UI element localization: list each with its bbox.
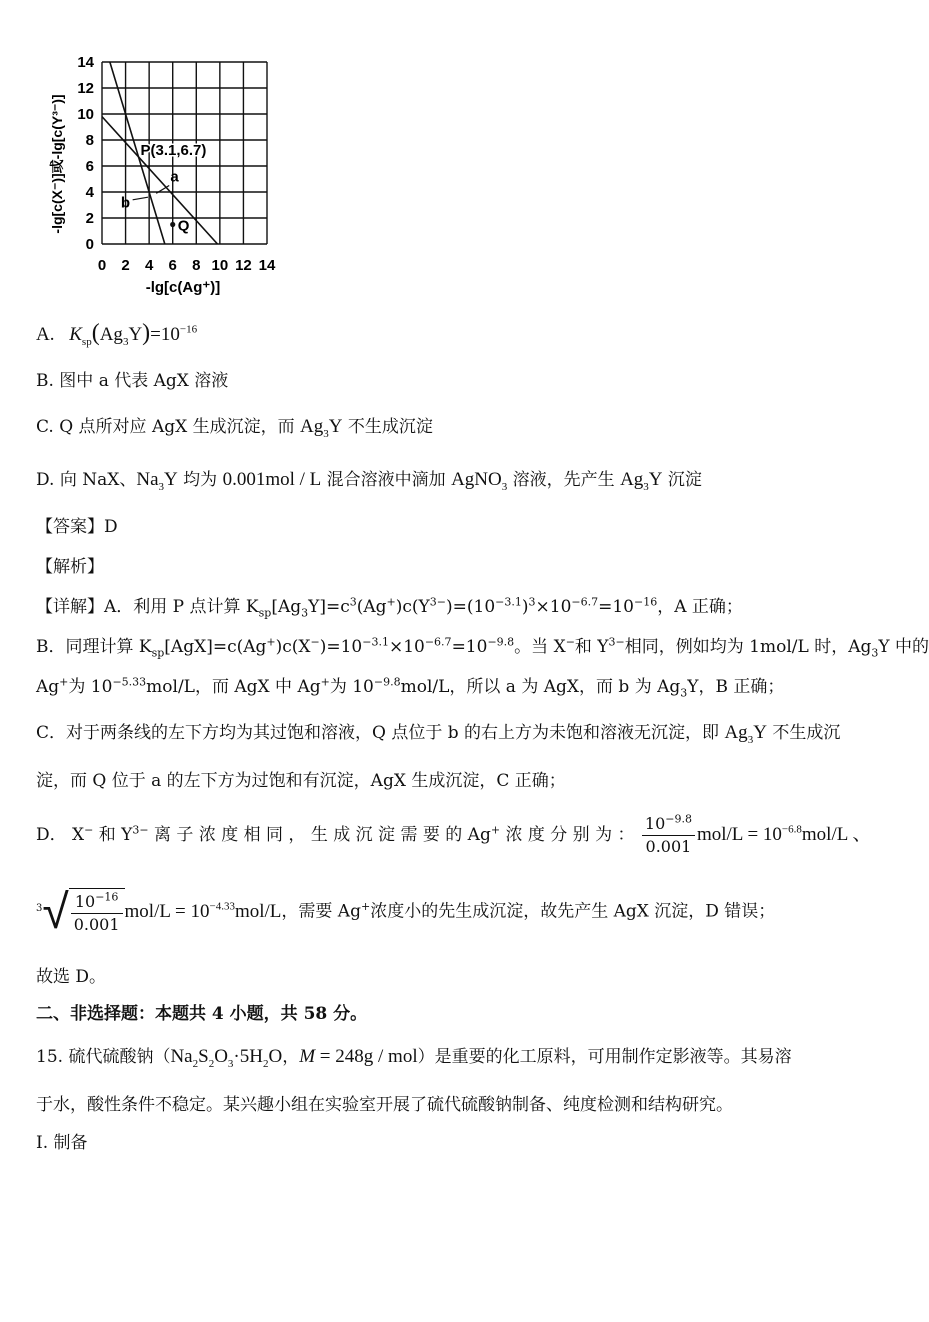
x-tick-label: 8 — [192, 257, 201, 274]
section-title: 二、非选择题：本题共 4 小题，共 58 分。 — [36, 1004, 368, 1024]
option-d: D. 向 NaX、$Na_3Y$ 均为 0.001mol / L 混合溶液中滴加 AgNO$_3$ 溶液，先产生 $Ag_3Y$ 沉淀 — [36, 469, 702, 493]
analysis-label: 【解析】 — [36, 557, 104, 577]
y-tick-label: 12 — [77, 80, 94, 97]
series-label-b: b — [120, 194, 131, 212]
final-answer: 故选 D。 — [36, 967, 107, 987]
y-tick-label: 4 — [85, 184, 94, 201]
y-tick-label: 8 — [85, 132, 94, 149]
detail-a: 【详解】A．利用 P 点计算 $K_{sp}[Ag_3Y]=c^3(Ag^+)c(Y^{3-})=(10^{-3.1})^3\times 10^{-6.7}=10^{-16}$，A 正确； — [36, 595, 743, 620]
x-tick-label: 10 — [211, 257, 229, 274]
option-c: C. Q 点所对应 AgX 生成沉淀，而 $Ag_3Y$ 不生成沉淀 — [36, 416, 433, 440]
x-axis-label: -lg[c(Ag⁺)] — [145, 279, 221, 296]
y-tick-label: 0 — [85, 236, 94, 253]
detail-d-2: 3 √ $\frac{10^{-16}}{0.001}$ $mol/L = 10^{-4.33}mol/L$，需要 Ag+浓度小的先生成沉淀，故先产生 AgX 沉淀，D 错误； — [36, 884, 776, 940]
y-tick-label: 6 — [85, 158, 94, 175]
x-tick-label: 6 — [168, 257, 177, 274]
detail-b-2: Ag+为 $10^{-5.33}mol/L$，而 AgX 中 Ag+为 $10^{-9.8}mol/L$，所以 a 为 AgX，而 b 为 $Ag_3Y$，B 正确； — [36, 675, 785, 700]
x-tick-label: 4 — [144, 257, 154, 274]
x-tick-label: 0 — [97, 257, 107, 274]
x-tick-label: 2 — [121, 257, 130, 274]
answer-label: 【答案】D — [36, 517, 118, 537]
q15-subheading: Ⅰ. 制备 — [36, 1133, 88, 1153]
option-b: B. 图中 a 代表 AgX 溶液 — [36, 371, 229, 391]
x-tick-label: 14 — [258, 257, 276, 274]
series-label-a: a — [170, 168, 179, 186]
solubility-chart — [40, 52, 340, 352]
option-a-label: A. — [36, 324, 55, 345]
ksp-value: =10 — [150, 324, 180, 345]
option-a: A. $K_{sp}(Ag_3Y)=10^{-16}$ — [36, 320, 198, 348]
y-tick-label: 2 — [85, 210, 94, 227]
detail-d-1: D． X− 和 $Y^{3-}$ 离 子 浓 度 相 同 ， 生 成 沉 淀 需 要 的 Ag+ 浓 度 分 别 为 ： $\frac{10^{-9.8}}{0.001}$ $mol/L = 10^{-6.8}mol/L$ 、 — [36, 812, 872, 856]
q15-line-2: 于水，酸性条件不稳定。某兴趣小组在实验室开展了硫代硫酸钠制备、纯度检测和结构研究。 — [36, 1095, 733, 1115]
point-q — [170, 222, 175, 227]
y-tick-label: 10 — [77, 106, 94, 123]
detail-b-1: B．同理计算 $K_{sp}[AgX]=c(Ag^+)c(X^-)=10^{-3.1}\times 10^{-6.7}=10^{-9.8}$。当 X−和 $Y^{3-}$相同，例如均为 1mol/L 时，$Ag_3Y$ 中的 — [36, 635, 929, 660]
cube-root-expression: 3 √ $\frac{10^{-16}}{0.001}$ — [36, 888, 125, 936]
series-leader-b — [133, 197, 148, 200]
q15-line-1: 15. 硫代硫酸钠（$Na_2S_2O_3\cdot 5H_2O$，M = 248g / mol）是重要的化工原料，可用制作定影液等。其易溶 — [36, 1046, 792, 1070]
point-q-label: Q — [177, 217, 190, 235]
x-tick-label: 12 — [235, 257, 252, 274]
detail-c-2: 淀，而 Q 位于 a 的左下方为过饱和有沉淀，AgX 生成沉淀，C 正确； — [36, 771, 566, 791]
y-axis-label: -lg[c(X⁻)]或-lg[c(Y³⁻)] — [49, 94, 65, 234]
point-p-label: P(3.1,6.7) — [140, 141, 207, 159]
y-tick-label: 14 — [77, 54, 94, 71]
fraction-agx: $\frac{10^{-9.8}}{0.001}$ — [642, 813, 695, 858]
detail-c-1: C．对于两条线的左下方均为其过饱和溶液，Q 点位于 b 的右上方为未饱和溶液无沉淀，即 $Ag_3Y$ 不生成沉 — [36, 722, 841, 746]
